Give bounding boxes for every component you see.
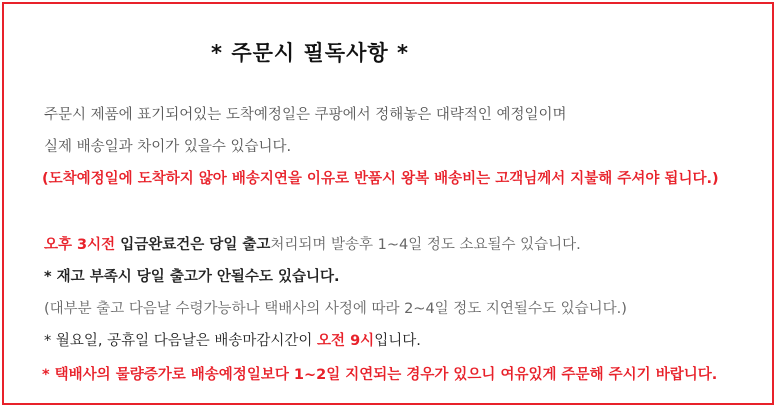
- notice-title: * 주문시 필독사항 *: [211, 41, 409, 65]
- notice-line-cutoff-time: [44, 233, 581, 254]
- notice-line-return-warning: (도착예정일에 도착하지 않아 배송지연을 이유로 반품시 왕복 배송비는 고객님께서 지불해 주셔야 됩니다.): [42, 171, 719, 187]
- notice-line-monday-cutoff: [44, 329, 421, 350]
- monday-text-b: 입니다.: [374, 333, 421, 349]
- cutoff-text-a: 입금완료건은 당일: [115, 237, 243, 253]
- notice-box: [2, 2, 774, 405]
- notice-line-arrival-estimate: 주문시 제품에 표기되어있는 도착예정일은 쿠팡에서 정해놓은 대략적인 예정일이며: [44, 107, 567, 123]
- notice-line-shipping-difference: 실제 배송일과 차이가 있을수 있습니다.: [44, 139, 292, 155]
- cutoff-text-release: 출고: [242, 237, 271, 253]
- notice-line-delivery-delay: (대부분 출고 다음날 수령가능하나 택배사의 사정에 따라 2~4일 정도 지연될수도 있습니다.): [44, 301, 627, 317]
- notice-line-volume-delay: * 택배사의 물량증가로 배송예정일보다 1~2일 지연되는 경우가 있으니 여유있게 주문해 주시기 바랍니다.: [42, 367, 718, 383]
- monday-time-highlight: 오전 9시: [317, 333, 375, 349]
- notice-line-stock-shortage: * 재고 부족시 당일 출고가 안될수도 있습니다.: [44, 269, 340, 285]
- cutoff-text-b: 처리되며 발송후 1~4일 정도 소요될수 있습니다.: [270, 237, 581, 253]
- cutoff-time-highlight: 오후 3시전: [44, 237, 116, 253]
- monday-text-a: * 월요일, 공휴일 다음날은 배송마감시간이: [44, 333, 318, 349]
